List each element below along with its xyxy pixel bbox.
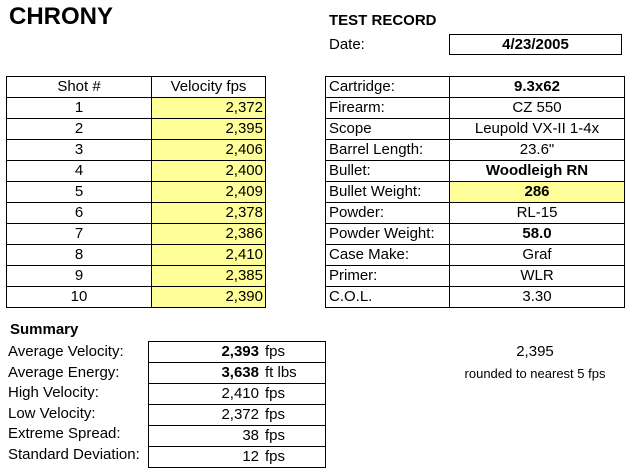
shot-number-cell: 7 (7, 224, 152, 245)
powder-weight-value[interactable]: 58.0 (450, 224, 625, 245)
velocity-cell[interactable]: 2,406 (152, 140, 266, 161)
load-label: Scope (326, 119, 450, 140)
summary-labels (8, 342, 140, 465)
primer-value[interactable]: WLR (450, 266, 625, 287)
summary-label: Extreme Spread: (8, 425, 121, 442)
load-row (326, 119, 625, 140)
shot-row (7, 119, 266, 140)
shot-row (7, 140, 266, 161)
load-row (326, 140, 625, 161)
summary-label: High Velocity: (8, 384, 99, 401)
date-label: Date: (329, 36, 365, 53)
summary-unit: fps (263, 426, 326, 447)
load-row (326, 98, 625, 119)
shot-row (7, 98, 266, 119)
summary-row (149, 447, 326, 468)
velocity-cell[interactable]: 2,395 (152, 119, 266, 140)
summary-row (149, 363, 326, 384)
velocity-cell[interactable]: 2,385 (152, 266, 266, 287)
col-value[interactable]: 3.30 (450, 287, 625, 308)
average-velocity-value: 2,393 (149, 342, 264, 363)
shot-row (7, 224, 266, 245)
summary-label: Average Energy: (8, 363, 120, 381)
shot-number-cell: 5 (7, 182, 152, 203)
load-label: Powder: (326, 203, 450, 224)
summary-unit: fps (263, 405, 326, 426)
summary-heading: Summary (10, 321, 79, 338)
summary-row (149, 426, 326, 447)
load-row (326, 266, 625, 287)
powder-value[interactable]: RL-15 (450, 203, 625, 224)
load-row (326, 77, 625, 98)
shot-number-cell: 4 (7, 161, 152, 182)
rounded-velocity-value: 2,395 (516, 343, 554, 360)
firearm-value[interactable]: CZ 550 (450, 98, 625, 119)
shot-row (7, 245, 266, 266)
load-row (326, 182, 625, 203)
summary-unit: fps (263, 342, 326, 363)
shot-row (7, 266, 266, 287)
barrel-length-value[interactable]: 23.6" (450, 140, 625, 161)
rounded-velocity-note: rounded to nearest 5 fps (464, 366, 606, 381)
load-label: Barrel Length: (326, 140, 450, 161)
load-label: Bullet Weight: (326, 182, 450, 203)
test-record-heading: TEST RECORD (329, 12, 437, 29)
shot-number-cell: 8 (7, 245, 152, 266)
velocity-cell[interactable]: 2,410 (152, 245, 266, 266)
bullet-value[interactable]: Woodleigh RN (450, 161, 625, 182)
shot-row (7, 161, 266, 182)
page-title: CHRONY (9, 3, 114, 30)
summary-row (149, 405, 326, 426)
summary-unit: ft lbs (263, 363, 326, 384)
velocity-cell[interactable]: 2,400 (152, 161, 266, 182)
scope-value[interactable]: Leupold VX-II 1-4x (450, 119, 625, 140)
average-energy-value: 3,638 (149, 363, 264, 384)
shot-number-cell: 2 (7, 119, 152, 140)
extreme-spread-value: 38 (149, 426, 264, 447)
cartridge-value[interactable]: 9.3x62 (450, 77, 625, 98)
load-row (326, 245, 625, 266)
shot-number-cell: 10 (7, 287, 152, 308)
load-label: Case Make: (326, 245, 450, 266)
shot-number-cell: 6 (7, 203, 152, 224)
load-label: Firearm: (326, 98, 450, 119)
shots-header-row (7, 77, 266, 98)
velocity-cell[interactable]: 2,409 (152, 182, 266, 203)
shot-number-cell: 3 (7, 140, 152, 161)
low-velocity-value: 2,372 (149, 405, 264, 426)
shot-number-header: Shot # (7, 77, 152, 98)
shot-row (7, 182, 266, 203)
load-label: Powder Weight: (326, 224, 450, 245)
date-field[interactable]: 4/23/2005 (449, 34, 622, 55)
summary-unit: fps (263, 447, 326, 468)
summary-row (149, 342, 326, 363)
velocity-cell[interactable]: 2,390 (152, 287, 266, 308)
load-row (326, 161, 625, 182)
bullet-weight-value[interactable]: 286 (450, 182, 625, 203)
shot-row (7, 287, 266, 308)
standard-deviation-value: 12 (149, 447, 264, 468)
load-row (326, 203, 625, 224)
load-label: Bullet: (326, 161, 450, 182)
summary-row (149, 384, 326, 405)
shot-row (7, 203, 266, 224)
summary-unit: fps (263, 384, 326, 405)
shot-number-cell: 1 (7, 98, 152, 119)
summary-table (148, 341, 326, 468)
load-row (326, 224, 625, 245)
case-make-value[interactable]: Graf (450, 245, 625, 266)
velocity-cell[interactable]: 2,378 (152, 203, 266, 224)
load-row (326, 287, 625, 308)
velocity-cell[interactable]: 2,372 (152, 98, 266, 119)
summary-label: Average Velocity: (8, 343, 124, 360)
load-data-table (325, 76, 625, 308)
load-label: Cartridge: (326, 77, 450, 98)
shot-number-cell: 9 (7, 266, 152, 287)
load-label: C.O.L. (326, 287, 450, 308)
summary-label: Standard Deviation: (8, 445, 140, 463)
velocity-cell[interactable]: 2,386 (152, 224, 266, 245)
shots-table (6, 76, 266, 308)
summary-label: Low Velocity: (8, 404, 96, 422)
velocity-header: Velocity fps (152, 77, 266, 98)
load-label: Primer: (326, 266, 450, 287)
high-velocity-value: 2,410 (149, 384, 264, 405)
